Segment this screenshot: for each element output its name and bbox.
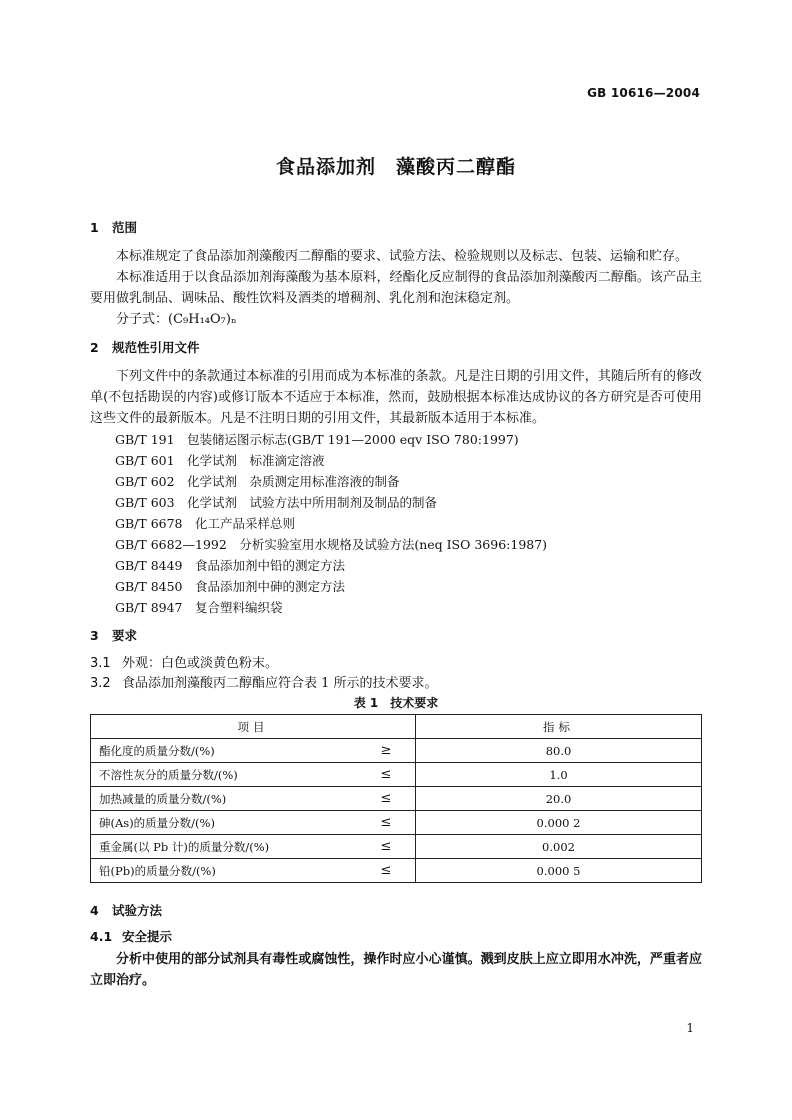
section-number: 4 xyxy=(90,903,99,918)
clause-number: 4.1 xyxy=(90,929,113,944)
item-cell: 砷(As)的质量分数/(%) xyxy=(91,811,358,835)
table-row xyxy=(91,787,702,811)
clause-3-2 xyxy=(90,674,702,694)
item-cell: 重金属(以 Pb 计)的质量分数/(%) xyxy=(91,835,358,859)
value-cell: 0.002 xyxy=(416,835,702,859)
value-cell: 20.0 xyxy=(416,787,702,811)
section-1-heading xyxy=(90,220,702,236)
table-header-row xyxy=(91,715,702,739)
reference-item: GB/T 6682—1992 分析实验室用水规格及试验方法(neq ISO 3696:1987) xyxy=(115,537,548,552)
item-cell: 不溶性灰分的质量分数/(%) xyxy=(91,763,358,787)
column-header-index: 指标 xyxy=(416,715,702,739)
value-cell: 0.000 2 xyxy=(416,811,702,835)
operator-cell: ≥ xyxy=(357,739,416,763)
safety-note: 分析中使用的部分试剂具有毒性或腐蚀性，操作时应小心谨慎。溅到皮肤上应立即用水冲洗，严重者应立即治疗。 xyxy=(90,952,702,988)
item-cell: 铅(Pb)的质量分数/(%) xyxy=(91,859,358,883)
section-title: 要求 xyxy=(112,628,138,643)
value-cell: 80.0 xyxy=(416,739,702,763)
reference-item: GB/T 8450 食品添加剂中砷的测定方法 xyxy=(115,579,346,594)
value-cell: 1.0 xyxy=(416,763,702,787)
reference-item: GB/T 602 化学试剂 杂质测定用标准溶液的制备 xyxy=(115,474,400,489)
table-row xyxy=(91,859,702,883)
value-cell: 0.000 5 xyxy=(416,859,702,883)
operator-cell: ≤ xyxy=(357,787,416,811)
operator-cell: ≤ xyxy=(357,835,416,859)
reference-item: GB/T 6678 化工产品采样总则 xyxy=(115,516,296,531)
standard-number: GB 10616—2004 xyxy=(587,86,700,100)
item-cell: 加热减量的质量分数/(%) xyxy=(91,787,358,811)
paragraph: 本标准规定了食品添加剂藻酸丙二醇酯的要求、试验方法、检验规则以及标志、包装、运输和贮存。 xyxy=(116,249,689,264)
operator-cell: ≤ xyxy=(357,811,416,835)
section-2-heading xyxy=(90,340,702,356)
clause-text: 食品添加剂藻酸丙二醇酯应符合表 1 所示的技术要求。 xyxy=(122,676,438,691)
clause-title: 安全提示 xyxy=(122,929,173,944)
molecular-formula xyxy=(90,309,702,330)
section-4-heading xyxy=(90,903,702,919)
table-row xyxy=(91,763,702,787)
column-header-item: 项目 xyxy=(91,715,416,739)
reference-item: GB/T 8449 食品添加剂中铅的测定方法 xyxy=(115,558,346,573)
section-number: 1 xyxy=(90,220,99,235)
paragraph: 下列文件中的条款通过本标准的引用而成为本标准的条款。凡是注日期的引用文件，其随后所有的修改单(不包括勘误的内容)或修订版本不适应于本标准，然而，鼓励根据本标准达成协议的各方研究是否可使用这些文件的最新版本。凡是不注明日期的引用文件，其最新版本适用于本标准。 xyxy=(90,369,702,426)
document-title: 食品添加剂 藻酸丙二醇酯 xyxy=(275,156,516,178)
section-title: 规范性引用文件 xyxy=(112,340,200,355)
section-number: 3 xyxy=(90,628,99,643)
section-title: 试验方法 xyxy=(112,903,163,918)
operator-cell: ≤ xyxy=(357,859,416,883)
operator-cell: ≤ xyxy=(357,763,416,787)
clause-number: 3.1 xyxy=(90,656,111,671)
page-number: 1 xyxy=(686,1021,694,1035)
formula: (C₉H₁₄O₇)ₙ xyxy=(168,312,237,327)
paragraph: 本标准适用于以食品添加剂海藻酸为基本原料，经酯化反应制得的食品添加剂藻酸丙二醇酯。该产品主要用做乳制品、调味品、酸性饮料及酒类的增稠剂、乳化剂和泡沫稳定剂。 xyxy=(90,270,702,306)
reference-item: GB/T 603 化学试剂 试验方法中所用制剂及制品的制备 xyxy=(115,495,438,510)
formula-label: 分子式： xyxy=(116,312,169,327)
section-title: 范围 xyxy=(112,220,138,235)
clause-number: 3.2 xyxy=(90,676,111,691)
section-number: 2 xyxy=(90,340,99,355)
clause-4-1-heading xyxy=(90,929,702,945)
table-row xyxy=(91,739,702,763)
table-caption: 表 1 技术要求 xyxy=(353,696,439,710)
reference-item: GB/T 601 化学试剂 标准滴定溶液 xyxy=(115,453,325,468)
requirements-table xyxy=(90,714,702,883)
reference-item: GB/T 191 包装储运图示标志(GB/T 191—2000 eqv ISO 780:1997) xyxy=(115,432,519,447)
clause-3-1 xyxy=(90,654,702,674)
item-cell: 酯化度的质量分数/(%) xyxy=(91,739,358,763)
section-3-heading xyxy=(90,628,702,644)
reference-item: GB/T 8947 复合塑料编织袋 xyxy=(115,600,283,615)
clause-text: 外观：白色或淡黄色粉末。 xyxy=(122,656,279,671)
document-body xyxy=(90,220,702,991)
table-row xyxy=(91,811,702,835)
table-row xyxy=(91,835,702,859)
